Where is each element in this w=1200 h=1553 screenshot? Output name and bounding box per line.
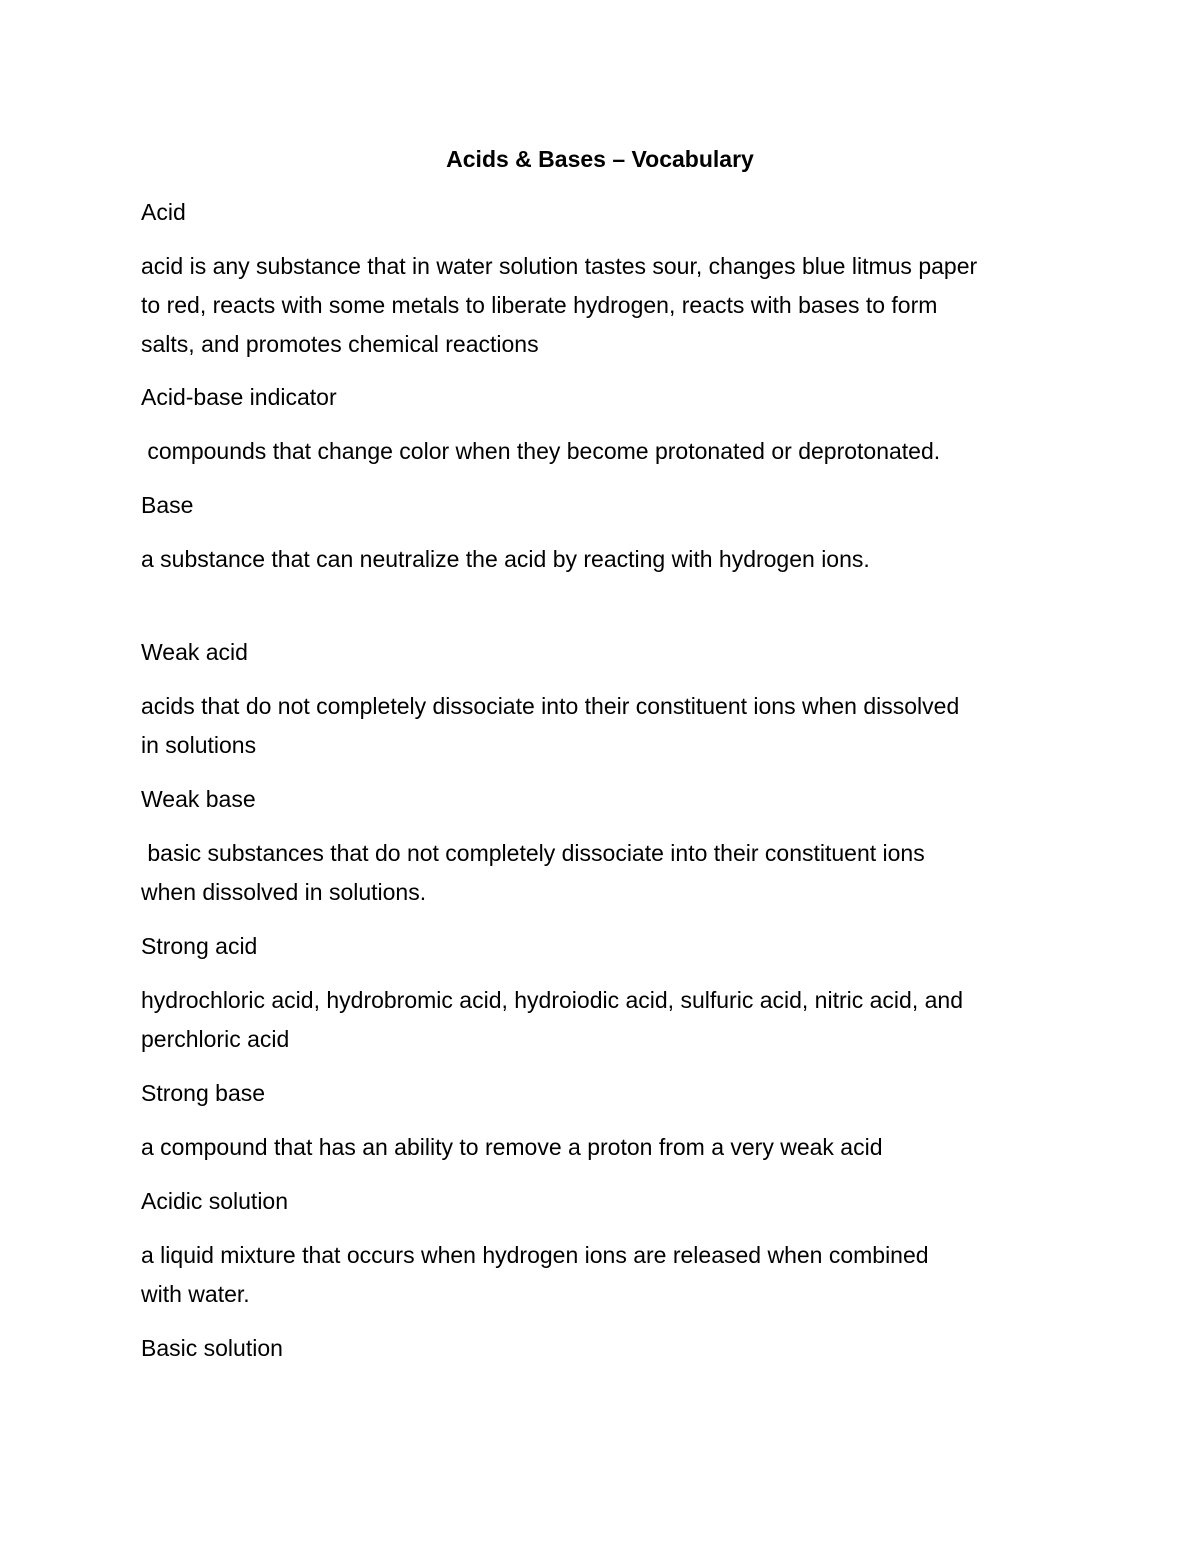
definition-acid-base-indicator-line-1: compounds that change color when they become protonated or deprotonated. [141,438,941,464]
definition-weak-base-line-1: basic substances that do not completely dissociate into their constituent ions [141,840,925,866]
term-basic-solution: Basic solution [141,1335,283,1361]
definition-acid-line-2: to red, reacts with some metals to liberate hydrogen, reacts with bases to form [141,292,938,318]
term-weak-acid: Weak acid [141,639,248,665]
term-base: Base [141,492,194,518]
term-strong-acid: Strong acid [141,933,258,959]
definition-strong-acid-line-2: perchloric acid [141,1026,290,1052]
definition-strong-acid-line-1: hydrochloric acid, hydrobromic acid, hydroiodic acid, sulfuric acid, nitric acid, and [141,987,963,1013]
definition-weak-acid-line-2: in solutions [141,732,257,758]
definition-weak-base-line-2: when dissolved in solutions. [141,879,427,905]
definition-strong-base-line-1: a compound that has an ability to remove a proton from a very weak acid [141,1134,883,1160]
term-weak-base: Weak base [141,786,256,812]
definition-acidic-solution-line-2: with water. [141,1281,250,1307]
definition-weak-acid-line-1: acids that do not completely dissociate into their constituent ions when dissolved [141,693,960,719]
term-acid-base-indicator: Acid-base indicator [141,384,337,410]
page-title: Acids & Bases – Vocabulary [446,146,754,172]
definition-base-line-1: a substance that can neutralize the acid by reacting with hydrogen ions. [141,546,870,572]
term-acid: Acid [141,199,186,225]
term-strong-base: Strong base [141,1080,266,1106]
definition-acid-line-3: salts, and promotes chemical reactions [141,331,539,357]
definition-acid-line-1: acid is any substance that in water solution tastes sour, changes blue litmus paper [141,253,978,279]
term-acidic-solution: Acidic solution [141,1188,289,1214]
definition-acidic-solution-line-1: a liquid mixture that occurs when hydrogen ions are released when combined [141,1242,929,1268]
